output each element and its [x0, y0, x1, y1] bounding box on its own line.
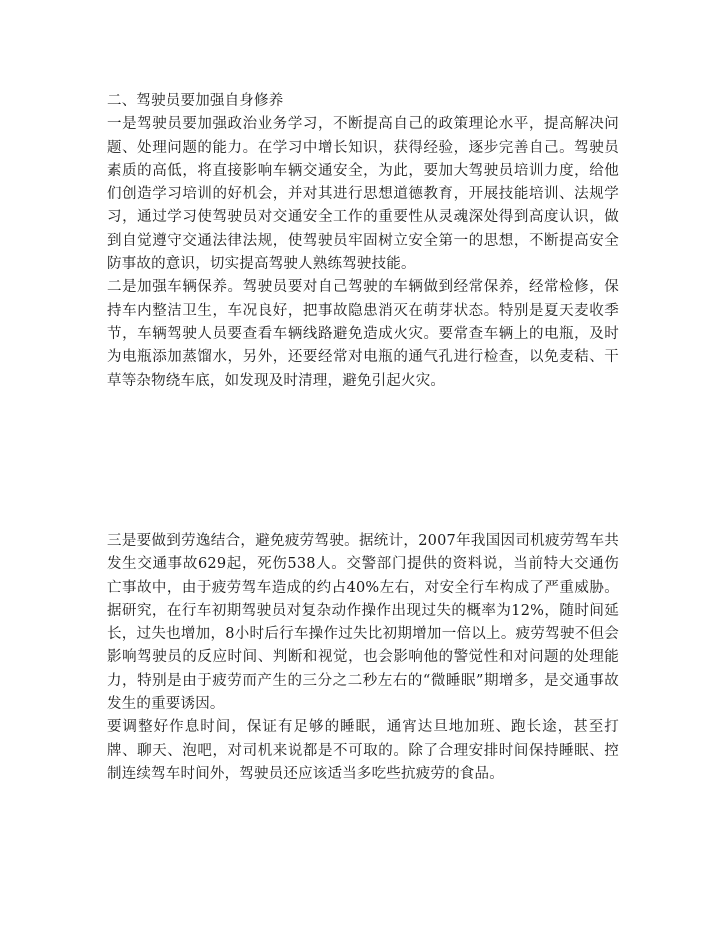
section-heading: 二、驾驶员要加强自身修养 [107, 93, 284, 109]
paragraph-rest-schedule: 要调整好作息时间，保证有足够的睡眠，通宵达旦地加班、跑长途，甚至打牌、聊天、泡吧，对司机来说都是不可取的。除了合理安排时间保持睡眠、控制连续驾车时间外，驾驶员还应该适当多吃些抗疲劳的食品。 [107, 719, 619, 782]
section-top [107, 90, 619, 393]
paragraph-avoid-fatigue: 三是要做到劳逸结合，避免疲劳驾驶。据统计，2007年我国因司机疲劳驾车共发生交通事故629起，死伤538人。交警部门提供的资料说，当前特大交通伤亡事故中，由于疲劳驾车造成的约占40%左右，对安全行车构成了严重威胁。据研究，在行车初期驾驶员对复杂动作操作出现过失的概率为12%，随时间延长，过失也增加，8小时后行车操作过失比初期增加一倍以上。疲劳驾驶不但会影响驾驶员的反应时间、判断和视觉，也会影响他的警觉性和对问题的处理能力，特别是由于疲劳而产生的三分之二秒左右的“微睡眠”期增多，是交通事故发生的重要诱因。 [107, 533, 619, 713]
paragraph-political-study: 一是驾驶员要加强政治业务学习，不断提高自己的政策理论水平，提高解决问题、处理问题的能力。在学习中增长知识，获得经验，逐步完善自己。驾驶员素质的高低，将直接影响车辆交通安全，为此，要加大驾驶员培训力度，给他们创造学习培训的好机会，并对其进行思想道德教育，开展技能培训、法规学习，通过学习使驾驶员对交通安全工作的重要性从灵魂深处得到高度认识，做到自觉遵守交通法律法规，使驾驶员牢固树立安全第一的思想，不断提高安全防事故的意识，切实提高驾驶人熟练驾驶技能。 [107, 116, 619, 273]
paragraph-vehicle-maintenance: 二是加强车辆保养。驾驶员要对自己驾驶的车辆做到经常保养，经常检修，保持车内整洁卫生，车况良好，把事故隐患消灭在萌芽状态。特别是夏天麦收季节，车辆驾驶人员要查看车辆线路避免造成火灾。要常查车辆上的电瓶，及时为电瓶添加蒸馏水，另外，还要经常对电瓶的通气孔进行检查，以免麦秸、干草等杂物绕车底，如发现及时清理，避免引起火灾。 [107, 279, 619, 389]
section-bottom [107, 530, 619, 786]
